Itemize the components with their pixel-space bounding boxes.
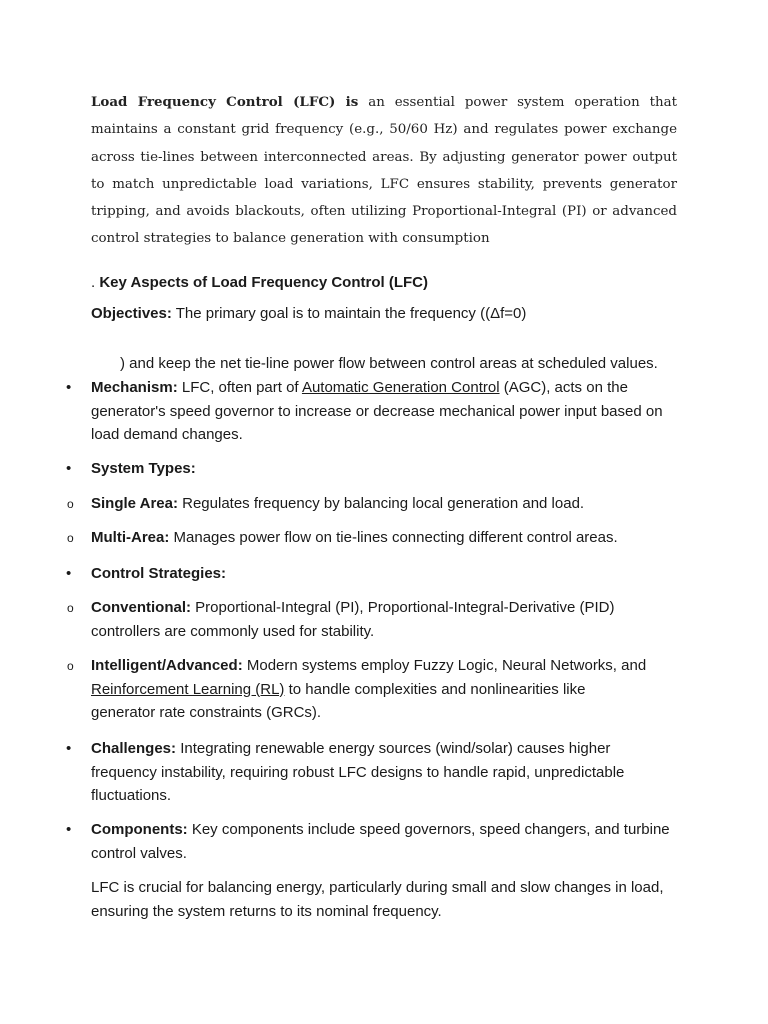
- conventional-label: Conventional:: [91, 599, 191, 616]
- heading-title: Key Aspects of Load Frequency Control (LFC): [99, 274, 428, 291]
- challenges-text: Integrating renewable energy sources (wind/solar) causes higher frequency instability, requiring robust LFC designs to handle rapid, unpredictable fluctuations.: [91, 740, 625, 804]
- sub-bullet-single-area: o: [67, 497, 74, 511]
- conclusion-paragraph: LFC is crucial for balancing energy, particularly during small and slow changes in load, ensuring the system returns to its nominal frequency.: [91, 879, 664, 920]
- conventional-text: Proportional-Integral (PI), Proportional-Integral-Derivative (PID) controllers are commonly used for stability.: [91, 599, 615, 640]
- components-label: Components:: [91, 821, 188, 838]
- challenges-label: Challenges:: [91, 740, 177, 757]
- components-text: Key components include speed governors, speed changers, and turbine control valves.: [91, 821, 670, 862]
- single-area-item: [91, 492, 584, 516]
- agc-link[interactable]: Automatic Generation Control: [301, 379, 500, 396]
- bullet-system-types: •: [66, 460, 72, 477]
- bullet-challenges: •: [66, 740, 72, 757]
- multi-area-text: Manages power flow on tie-lines connecting different control areas.: [169, 529, 618, 546]
- objectives-continuation: ) and keep the net tie-line power flow between control areas at scheduled values.: [120, 355, 658, 372]
- single-area-label: Single Area:: [91, 495, 178, 512]
- components-paragraph: [91, 818, 681, 865]
- intelligent-text-after: to handle complexities and nonlinearities like generator rate constraints (GRCs).: [91, 680, 586, 721]
- objectives-line: [91, 302, 526, 326]
- control-strategies-heading: [91, 562, 226, 586]
- system-types-label: System Types:: [91, 460, 196, 477]
- single-area-text: Regulates frequency by balancing local generation and load.: [177, 495, 585, 512]
- intelligent-label: Intelligent/Advanced:: [91, 657, 243, 674]
- intro-text: an essential power system operation that maintains a constant grid frequency (e.g., 50/60 Hz) and regulates power exchange across tie-lines between interconnected areas. By adjusting generator power output to match unpredictable load variations, LFC ensures stability, prevents generator tripping, and avoids blackouts, often utilizing Proportional-Integral (PI) or advanced control strategies to balance generation with consumption: [91, 95, 677, 247]
- multi-area-label: Multi-Area:: [91, 529, 170, 546]
- heading-prefix: .: [91, 274, 100, 291]
- sub-bullet-intelligent: o: [67, 659, 74, 673]
- control-strategies-label: Control Strategies:: [91, 565, 227, 582]
- bullet-mechanism: •: [66, 379, 72, 396]
- system-types-heading: [91, 457, 196, 481]
- sub-bullet-conventional: o: [67, 601, 74, 615]
- intro-paragraph: [91, 89, 677, 253]
- challenges-paragraph: [91, 737, 651, 808]
- multi-area-item: [91, 526, 618, 550]
- objectives-label: Objectives:: [91, 305, 172, 322]
- intelligent-text-before: Modern systems employ Fuzzy Logic, Neural Networks, and: [242, 657, 647, 674]
- section-heading: [91, 271, 428, 295]
- intelligent-item: [91, 654, 651, 725]
- conventional-item: [91, 596, 651, 643]
- mechanism-label: Mechanism:: [91, 379, 178, 396]
- bullet-control-strategies: •: [66, 565, 72, 582]
- rl-link[interactable]: Reinforcement Learning (RL): [91, 680, 285, 698]
- mechanism-text-after: (AGC), acts on the generator's speed governor to increase or decrease mechanical power input based on load demand changes.: [91, 379, 663, 443]
- bullet-components: •: [66, 821, 72, 838]
- mechanism-paragraph: [91, 376, 681, 447]
- mechanism-text-before: LFC, often part of: [177, 379, 302, 396]
- intro-lead-bold: Load Frequency Control (LFC) is: [91, 94, 359, 110]
- objectives-text: The primary goal is to maintain the frequency ((Δf=0): [171, 305, 527, 322]
- sub-bullet-multi-area: o: [67, 531, 74, 545]
